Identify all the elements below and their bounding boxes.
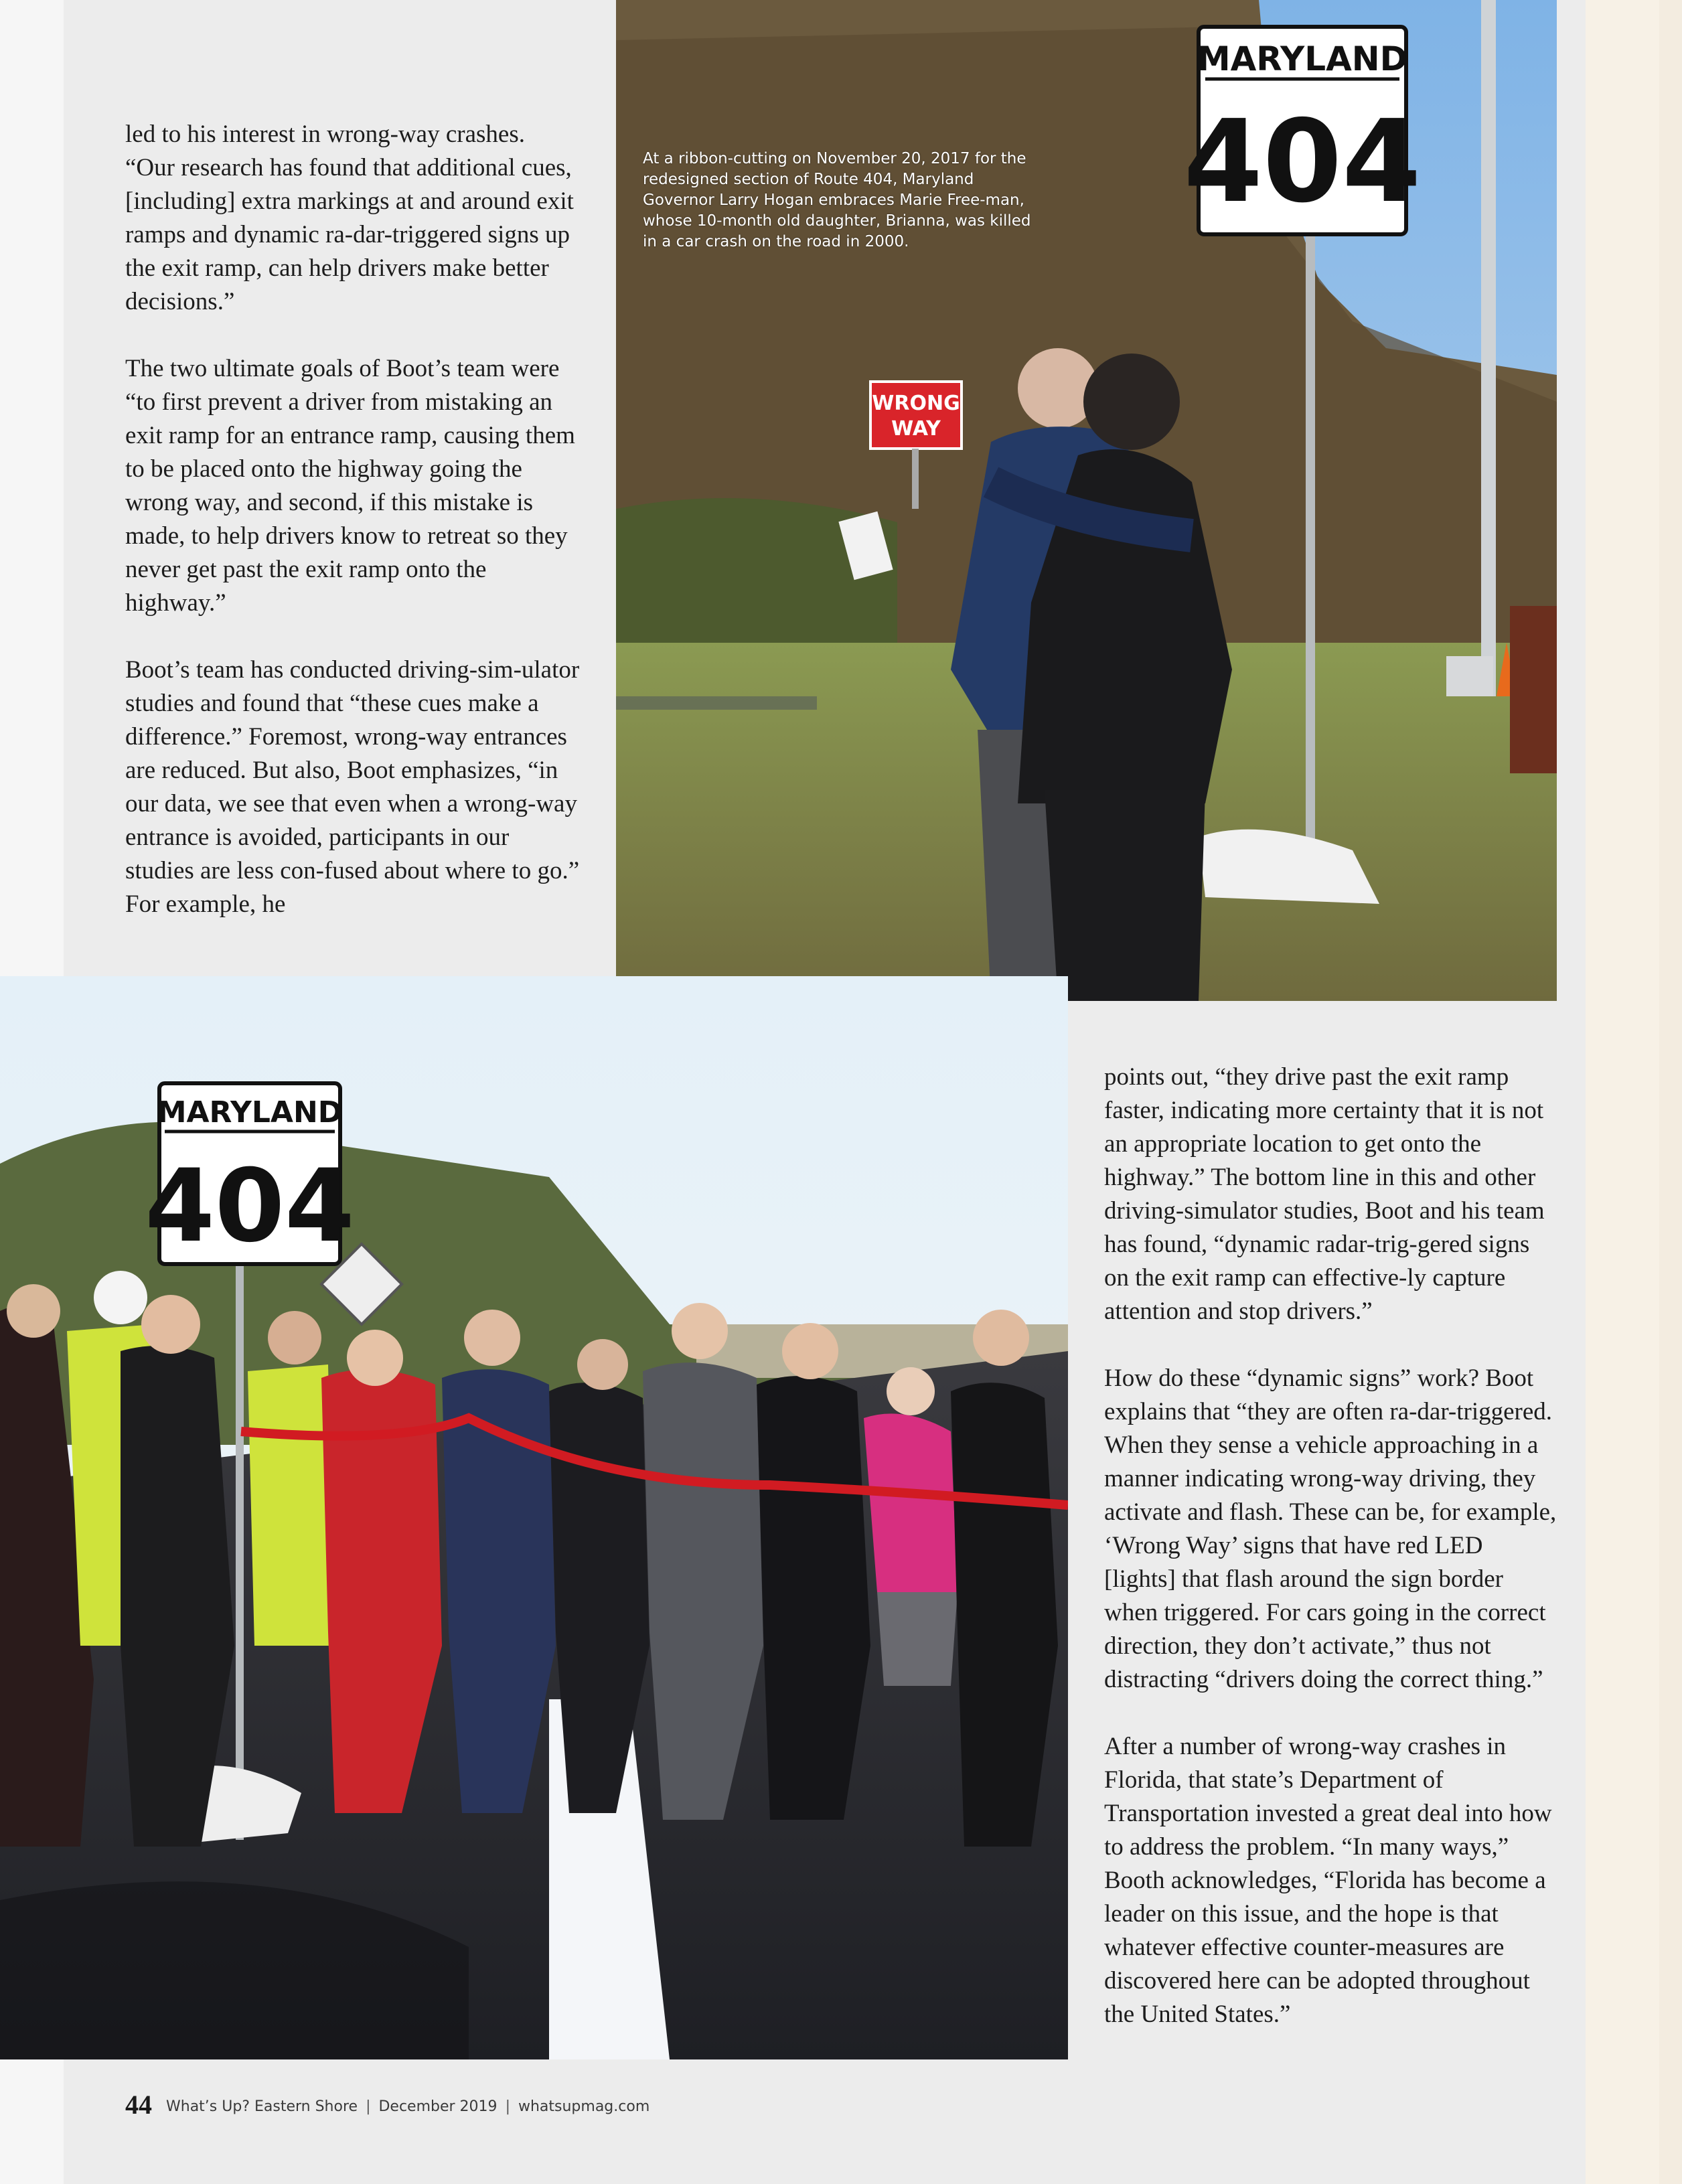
- sign-route-number: 404: [1183, 96, 1422, 228]
- website-link[interactable]: whatsupmag.com: [518, 2098, 650, 2115]
- photo-ribbon-cutting: [0, 976, 1068, 2059]
- page-fold: [1586, 0, 1659, 2184]
- article-paragraph: led to his interest in wrong-way crashes. “Our research has found that additional cues, [including] extra markings at and around exit ramps and dynamic ra-dar-triggered signs up the exit ramp, can help drivers make better decisions.”: [125, 121, 574, 315]
- article-column-right: [1104, 1061, 1559, 2031]
- article-paragraph: points out, “they drive past the exit ramp faster, indicating more certainty that it is not an appropriate location to get onto the highway.” The bottom line in this and other driving-simulator studies, Boot and his team has found, “dynamic radar-trig-gered signs on the exit ramp can effective-ly capture attention and stop drivers.”: [1104, 1063, 1545, 1325]
- article-paragraph: Boot’s team has conducted driving-sim-ulator studies and found that “these cues make a difference.” Foremost, wrong-way entrances are reduced. But also, Boot emphasizes, “in our data, we see that even when a wrong-way entrance is avoided, participants in our studies are less con-fused about where to go.” For example, he: [125, 656, 580, 918]
- article-paragraph: How do these “dynamic signs” work? Boot explains that “they are often ra-dar-triggered. When they sense a vehicle approaching in a manner indicating wrong-way driving, they activate and flash. These can be, for example, ‘Wrong Way’ signs that have red LED [lights] that flash around the sign border when triggered. For cars going in the correct direction, they don’t activate,” thus not distracting “drivers doing the correct thing.”: [1104, 1364, 1557, 1693]
- sign-state-label: MARYLAND: [157, 1095, 343, 1129]
- page-number: 44: [125, 2090, 152, 2120]
- article-paragraph: After a number of wrong-way crashes in Florida, that state’s Department of Transportation invested a great deal into how to address the problem. “In many ways,” Booth acknowledges, “Florida has become a leader on this issue, and the hope is that whatever effective counter-measures are discovered here can be adopted throughout the United States.”: [1104, 1733, 1552, 2028]
- wrong-way-sign-line2: WAY: [891, 417, 941, 441]
- article-column-left: [125, 118, 581, 921]
- page-footer: [125, 2089, 649, 2120]
- footer-separator: |: [366, 2098, 371, 2115]
- photo-caption: At a ribbon-cutting on November 20, 2017 for the redesigned section of Route 404, Maryland Governor Larry Hogan embraces Marie Free-man, whose 10-month old daughter, Brianna, was killed in a car crash on the road in 2000.: [643, 150, 1031, 250]
- footer-separator: |: [505, 2098, 510, 2115]
- sign-route-number: 404: [145, 1148, 355, 1265]
- article-paragraph: The two ultimate goals of Boot’s team were “to first prevent a driver from mistaking an exit ramp for an entrance ramp, causing them to be placed onto the highway going the wrong way, and second, if this mistake is made, to help drivers know to retreat so they never get past the exit ramp onto the highway.”: [125, 355, 575, 617]
- page-margin-right: [1586, 0, 1682, 2184]
- sign-state-label: MARYLAND: [1197, 40, 1408, 78]
- issue-date: December 2019: [378, 2098, 498, 2115]
- wrong-way-sign-line1: WRONG: [872, 392, 960, 415]
- publication-name: What’s Up? Eastern Shore: [166, 2098, 358, 2115]
